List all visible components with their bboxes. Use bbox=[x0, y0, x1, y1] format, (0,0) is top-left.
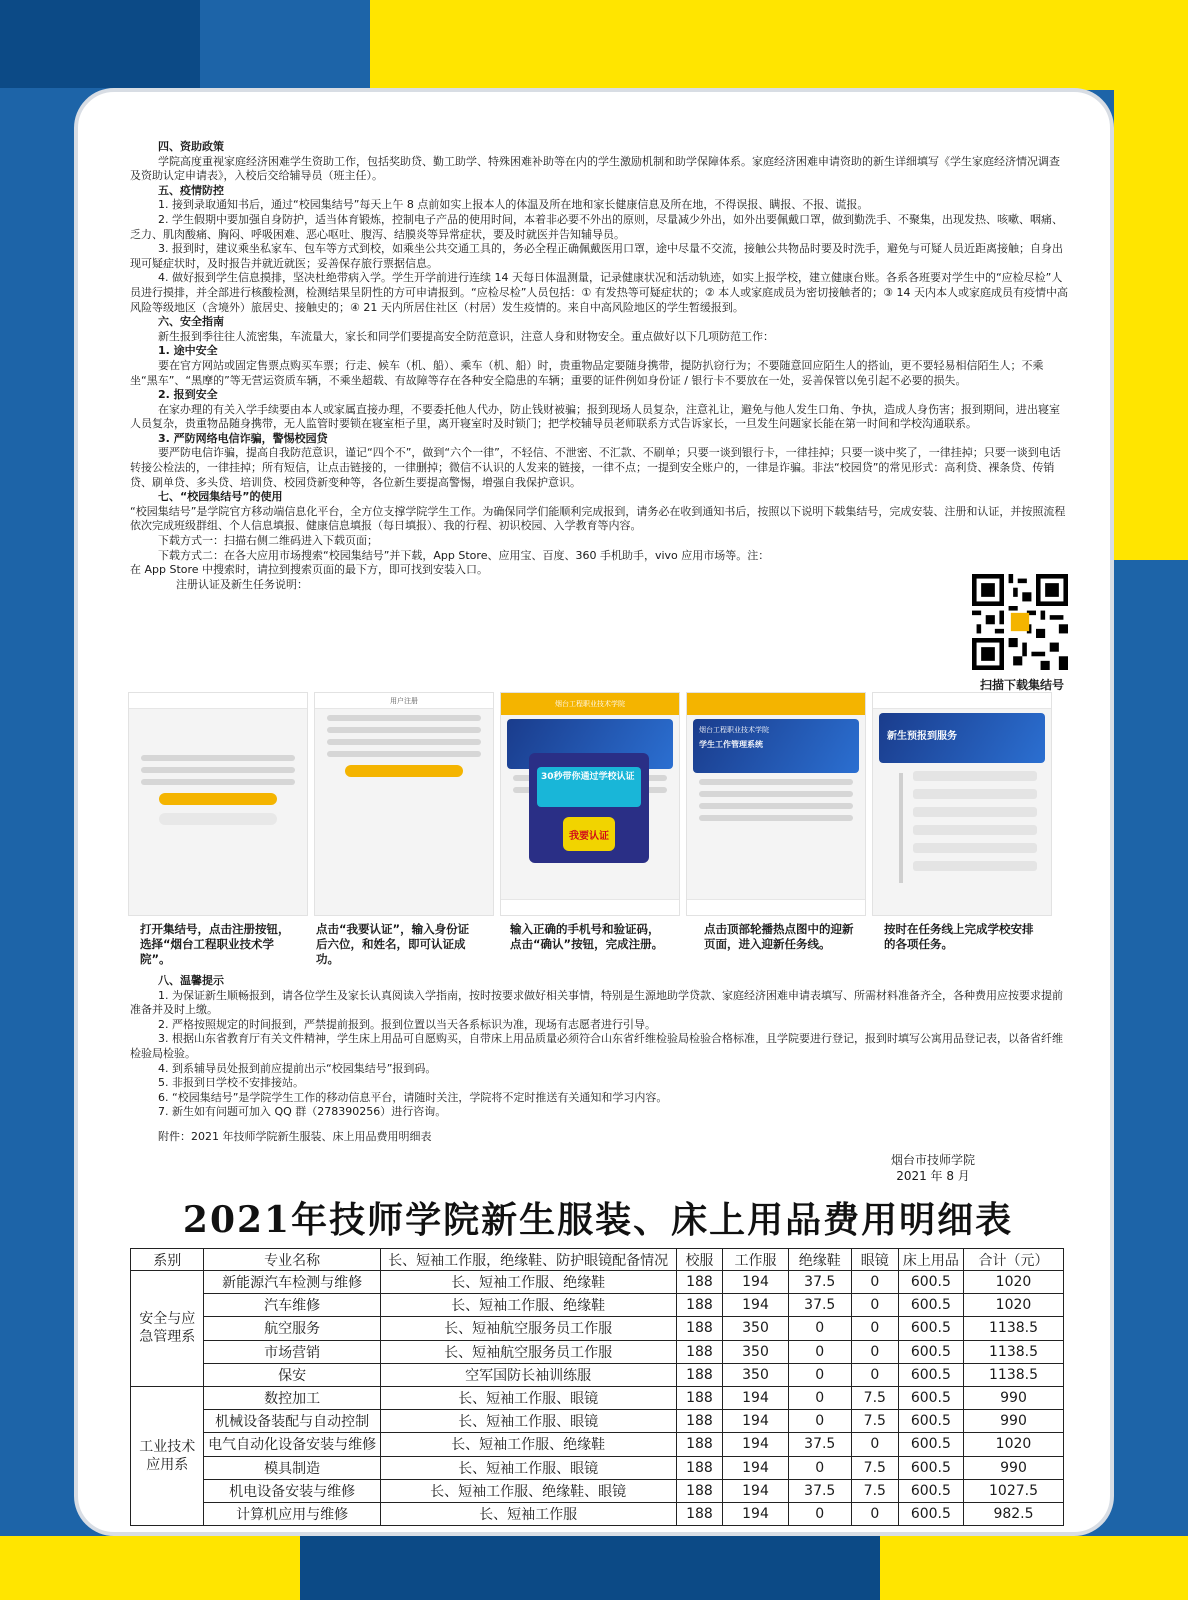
section-5-item-2: 2. 学生假期中要加强自身防护，适当体育锻炼，控制电子产品的使用时间，本着非必要不外出的原则，尽量减少外出，如外出要佩戴口罩，做到勤洗手、不聚集，出现发热、咳嗽、咽痛、乏力、肌肉酸痛、胸闷、呼吸困难、恶心呕吐、腹泻、结膜炎等异常症状，要及时就医并告知辅导员。 bbox=[130, 212, 1063, 241]
table-cell: 长、短袖工作服、绝缘鞋 bbox=[380, 1271, 676, 1294]
promo-text: 30秒带你通过学校认证 bbox=[537, 767, 641, 807]
table-cell: 188 bbox=[676, 1456, 723, 1479]
table-cell: 188 bbox=[676, 1479, 723, 1502]
table-row bbox=[131, 1271, 1064, 1294]
table-cell: 37.5 bbox=[788, 1271, 851, 1294]
table-cell: 电气自动化设备安装与维修 bbox=[204, 1433, 380, 1456]
header-bedding: 床上用品 bbox=[898, 1249, 963, 1271]
table-cell: 990 bbox=[964, 1456, 1064, 1479]
table-cell: 长、短袖工作服 bbox=[380, 1502, 676, 1525]
section-6-text-2: 在家办理的有关入学手续要由本人或家属直接办理，不要委托他人代办，防止钱财被骗；报到现场人员复杂，注意礼让，避免与他人发生口角、争执，造成人身伤害；报到期间，进出寝室人员复杂，贵重物品随身携带，无人监管时要锁在寝室柜子里，离开寝室时及时锁门；把学校辅导员老师联系方式告诉家长，一旦发生问题家长能在第一时间和学校沟通联系。 bbox=[130, 402, 1060, 431]
table-cell: 600.5 bbox=[898, 1271, 963, 1294]
home-title: 烟台工程职业技术学院 bbox=[501, 693, 679, 715]
screenshot-home bbox=[500, 692, 680, 916]
table-cell: 机械设备装配与自动控制 bbox=[204, 1410, 380, 1433]
signature-org: 烟台市技师学院 bbox=[890, 1153, 975, 1167]
signature-date: 2021 年 8 月 bbox=[896, 1169, 970, 1183]
table-row bbox=[131, 1502, 1064, 1525]
table-row bbox=[131, 1363, 1064, 1386]
table-cell: 188 bbox=[676, 1386, 723, 1409]
table-cell: 长、短袖工作服、绝缘鞋、眼镜 bbox=[380, 1479, 676, 1502]
table-cell: 600.5 bbox=[898, 1317, 963, 1340]
section-5-heading: 五、疫情防控 bbox=[158, 183, 224, 197]
download-method-1: 下载方式一：扫描右侧二维码进入下载页面； bbox=[158, 534, 378, 548]
bg-dark-top-left bbox=[0, 0, 200, 88]
tips-section bbox=[130, 974, 1070, 1145]
caption-step-1: 打开集结号，点击注册按钮，选择“烟台工程职业技术学院”。 bbox=[140, 922, 290, 966]
table-cell: 188 bbox=[676, 1340, 723, 1363]
download-method-2: 下载方式二：在各大应用市场搜索“校园集结号”并下载，App Store、应用宝、百度、360 手机助手，vivo 应用市场等。注： bbox=[158, 548, 770, 562]
table-cell: 600.5 bbox=[898, 1410, 963, 1433]
section-5-item-4: 4. 做好报到学生信息摸排，坚决杜绝带病入学。学生开学前进行连续 14 天每日体温测量，记录健康状况和活动轨迹，如实上报学校，建立健康台账。各系各班要对学生中的“应检尽检”人员进行摸排，并全部进行核酸检测，检测结果呈阴性的方可申请报到。“应检尽检”人员包括：① 有发热等可疑症状的；② 本人或家庭成员为密切接触者的；③ 14 天内本人或家庭成员有疫情中高风险等级地区（含境外）旅居史、接触史的；④ 21 天内所居住社区（村居）发生疫情的。来自中高风险地区的学生暂缓报到。 bbox=[130, 271, 1068, 314]
table-cell: 7.5 bbox=[851, 1479, 898, 1502]
fee-table bbox=[130, 1248, 1064, 1526]
bg-yellow-bottom-left bbox=[0, 1536, 300, 1600]
caption-step-4: 点击顶部轮播热点图中的迎新页面，进入迎新任务线。 bbox=[704, 922, 854, 951]
table-cell: 0 bbox=[788, 1502, 851, 1525]
section-5-item-3: 3. 报到时，建议乘坐私家车、包车等方式到校，如乘坐公共交通工具的，务必全程正确佩戴医用口罩，途中尽量不交流，接触公共物品时要及时洗手，避免与可疑人员近距离接触；自身出现可疑症状时，及时报告并就近就医；妥善保存旅行票据信息。 bbox=[130, 242, 1063, 270]
caption-step-5: 按时在任务线上完成学校安排的各项任务。 bbox=[884, 922, 1034, 951]
table-cell: 1138.5 bbox=[964, 1363, 1064, 1386]
section-6-text-3: 要严防电信诈骗，提高自我防范意识，谨记“四个不”，做到“六个一律”，不轻信、不泄密、不汇款、不刷单；只要一谈到银行卡，一律挂掉；只要一谈中奖了，一律挂掉；只要一谈到电话转接公检法的，一律挂掉；所有短信，让点击链接的，一律删掉；微信不认识的人发来的链接，一律不点；一提到安全账户的，一律是诈骗。非法“校园贷”的常见形式：高利贷、裸条贷、传销贷、刷单贷、多头贷、培训贷、校园贷新变种等，各位新生要提高警惕，增强自我保护意识。 bbox=[130, 446, 1061, 489]
table-cell: 350 bbox=[723, 1340, 788, 1363]
table-cell: 1020 bbox=[964, 1294, 1064, 1317]
register-button[interactable] bbox=[159, 813, 277, 825]
table-cell: 空军国防长袖训练服 bbox=[380, 1363, 676, 1386]
table-row bbox=[131, 1410, 1064, 1433]
table-cell: 194 bbox=[723, 1271, 788, 1294]
tip-7: 7. 新生如有问题可加入 QQ 群（278390256）进行咨询。 bbox=[158, 1105, 447, 1119]
table-cell: 600.5 bbox=[898, 1479, 963, 1502]
table-cell: 市场营销 bbox=[204, 1340, 380, 1363]
table-cell: 0 bbox=[788, 1340, 851, 1363]
table-cell: 汽车维修 bbox=[204, 1294, 380, 1317]
tip-1: 1. 为保证新生顺畅报到，请各位学生及家长认真阅读入学指南，按时按要求做好相关事情，特别是生源地助学贷款、家庭经济困难申请表填写、所需材料准备齐全，各种费用应按要求提前准备并及时上缴。 bbox=[130, 988, 1063, 1017]
section-6-sub-2: 2. 报到安全 bbox=[158, 388, 218, 402]
table-cell: 37.5 bbox=[788, 1294, 851, 1317]
section-4-text: 学院高度重视家庭经济困难学生资助工作，包括奖助贷、勤工助学、特殊困难补助等在内的学生激励机制和助学保障体系。家庭经济困难申请资助的新生详细填写《学生家庭经济情况调查及资助认定申请表》，入校后交给辅导员（班主任）。 bbox=[130, 154, 1060, 183]
table-cell: 模具制造 bbox=[204, 1456, 380, 1479]
table-cell: 188 bbox=[676, 1317, 723, 1340]
table-cell: 37.5 bbox=[788, 1433, 851, 1456]
table-cell: 37.5 bbox=[788, 1479, 851, 1502]
register-intro: 注册认证及新生任务说明： bbox=[176, 577, 308, 591]
table-cell: 0 bbox=[851, 1340, 898, 1363]
table-cell: 188 bbox=[676, 1433, 723, 1456]
tip-2: 2. 严格按照规定的时间报到，严禁提前报到。报到位置以当天各系标识为准，现场有志愿者进行引导。 bbox=[158, 1017, 656, 1031]
guide-text bbox=[130, 140, 1070, 592]
table-cell: 600.5 bbox=[898, 1456, 963, 1479]
banner-hot[interactable] bbox=[693, 719, 859, 773]
section-6-heading: 六、安全指南 bbox=[158, 315, 224, 329]
verify-promo[interactable] bbox=[529, 753, 649, 863]
table-cell: 990 bbox=[964, 1386, 1064, 1409]
table-row bbox=[131, 1456, 1064, 1479]
table-cell: 1138.5 bbox=[964, 1340, 1064, 1363]
section-6-sub-1: 1. 途中安全 bbox=[158, 344, 218, 358]
table-cell: 194 bbox=[723, 1433, 788, 1456]
header-dept: 系别 bbox=[131, 1249, 204, 1271]
table-row bbox=[131, 1433, 1064, 1456]
header-workwear: 工作服 bbox=[723, 1249, 788, 1271]
download-method-2-note: 在 App Store 中搜索时，请拉到搜索页面的最下方，即可找到安装入口。 bbox=[130, 563, 489, 577]
dept-cell: 工业技术应用系 bbox=[131, 1386, 204, 1525]
screenshot-banner bbox=[686, 692, 866, 916]
table-cell: 600.5 bbox=[898, 1386, 963, 1409]
table-cell: 0 bbox=[851, 1294, 898, 1317]
table-cell: 长、短袖航空服务员工作服 bbox=[380, 1317, 676, 1340]
attachment-note: 附件：2021 年技师学院新生服装、床上用品费用明细表 bbox=[158, 1129, 432, 1143]
table-cell: 1138.5 bbox=[964, 1317, 1064, 1340]
signature bbox=[868, 1152, 998, 1184]
banner-subtitle: 学生工作管理系统 bbox=[699, 740, 763, 749]
table-cell: 长、短袖工作服、眼镜 bbox=[380, 1410, 676, 1433]
section-8-heading: 八、温馨提示 bbox=[158, 974, 224, 987]
section-6-intro: 新生报到季往往人流密集，车流量大，家长和同学们要提高安全防范意识，注意人身和财物安全。重点做好以下几项防范工作： bbox=[158, 329, 774, 343]
table-cell: 长、短袖工作服、眼镜 bbox=[380, 1386, 676, 1409]
table-cell: 188 bbox=[676, 1363, 723, 1386]
caption-step-2: 点击“我要认证”，输入身份证后六位，和姓名，即可认证成功。 bbox=[316, 922, 470, 966]
table-cell: 长、短袖工作服、眼镜 bbox=[380, 1456, 676, 1479]
bg-yellow-bottom-right bbox=[880, 1536, 1188, 1600]
table-cell: 7.5 bbox=[851, 1386, 898, 1409]
table-cell: 长、短袖工作服、绝缘鞋 bbox=[380, 1294, 676, 1317]
table-cell: 982.5 bbox=[964, 1502, 1064, 1525]
confirm-button[interactable] bbox=[345, 765, 463, 777]
table-cell: 188 bbox=[676, 1271, 723, 1294]
table-cell: 188 bbox=[676, 1410, 723, 1433]
table-cell: 194 bbox=[723, 1294, 788, 1317]
header-glasses: 眼镜 bbox=[851, 1249, 898, 1271]
table-cell: 194 bbox=[723, 1456, 788, 1479]
table-cell: 0 bbox=[851, 1502, 898, 1525]
table-cell: 长、短袖航空服务员工作服 bbox=[380, 1340, 676, 1363]
screenshot-login bbox=[128, 692, 308, 916]
bg-yellow-right bbox=[1114, 0, 1188, 560]
table-cell: 194 bbox=[723, 1410, 788, 1433]
table-cell: 0 bbox=[788, 1317, 851, 1340]
table-cell: 0 bbox=[788, 1386, 851, 1409]
section-5-item-1: 1. 接到录取通知书后，通过“校园集结号”每天上午 8 点前如实上报本人的体温及所在地和家长健康信息及所在地，不得误报、瞒报、不报、谎报。 bbox=[158, 198, 869, 212]
table-cell: 1027.5 bbox=[964, 1479, 1064, 1502]
table-cell: 600.5 bbox=[898, 1340, 963, 1363]
table-cell: 长、短袖工作服、绝缘鞋 bbox=[380, 1433, 676, 1456]
header-total: 合计（元） bbox=[964, 1249, 1064, 1271]
header-major: 专业名称 bbox=[204, 1249, 380, 1271]
task-banner-title: 新生预报到服务 bbox=[887, 731, 957, 742]
table-cell: 航空服务 bbox=[204, 1317, 380, 1340]
table-cell: 机电设备安装与维修 bbox=[204, 1479, 380, 1502]
header-equipment: 长、短袖工作服，绝缘鞋、防护眼镜配备情况 bbox=[380, 1249, 676, 1271]
table-cell: 7.5 bbox=[851, 1410, 898, 1433]
task-timeline bbox=[899, 773, 903, 883]
table-row bbox=[131, 1294, 1064, 1317]
table-header-row bbox=[131, 1249, 1064, 1271]
section-7-text: “校园集结号”是学院官方移动端信息化平台，全方位支撑学院学生工作。为确保同学们能顺利完成报到，请务必在收到通知书后，按照以下说明下载集结号，完成安装、注册和认证，并按照流程依次完成班级群组、个人信息填报、健康信息填报（每日填报）、我的行程、初识校园、入学教育等内容。 bbox=[130, 504, 1066, 533]
table-row bbox=[131, 1386, 1064, 1409]
bg-yellow-top bbox=[370, 0, 1188, 90]
caption-step-3: 输入正确的手机号和验证码，点击“确认”按钮，完成注册。 bbox=[510, 922, 664, 951]
tip-5: 5. 非报到日学校不安排接站。 bbox=[158, 1076, 304, 1090]
header-uniform: 校服 bbox=[676, 1249, 723, 1271]
table-cell: 600.5 bbox=[898, 1294, 963, 1317]
dept-cell: 安全与应急管理系 bbox=[131, 1271, 204, 1387]
table-cell: 0 bbox=[851, 1433, 898, 1456]
screenshot-register bbox=[314, 692, 494, 916]
section-6-text-1: 要在官方网站或固定售票点购买车票；行走、候车（机、船）、乘车（机、船）时，贵重物品定要随身携带，提防扒窃行为；不要随意回应陌生人的搭讪，更不要轻易相信陌生人；不乘坐“黑车”、“黑摩的”等无营运资质车辆，不乘坐超载、有故障等存在各种安全隐患的车辆；重要的证件例如身份证 / 银行卡不要放在一处，妥善保管以免引起不必要的损失。 bbox=[130, 358, 1044, 387]
table-row bbox=[131, 1340, 1064, 1363]
table-cell: 0 bbox=[851, 1363, 898, 1386]
bg-dark-bottom bbox=[300, 1536, 880, 1600]
table-cell: 0 bbox=[851, 1271, 898, 1294]
table-cell: 0 bbox=[788, 1456, 851, 1479]
table-cell: 188 bbox=[676, 1502, 723, 1525]
table-cell: 新能源汽车检测与维修 bbox=[204, 1271, 380, 1294]
table-cell: 350 bbox=[723, 1317, 788, 1340]
banner-title: 烟台工程职业技术学院 bbox=[699, 726, 769, 734]
table-cell: 0 bbox=[788, 1363, 851, 1386]
table-cell: 194 bbox=[723, 1386, 788, 1409]
table-cell: 保安 bbox=[204, 1363, 380, 1386]
tip-4: 4. 到系辅导员处报到前应提前出示“校园集结号”报到码。 bbox=[158, 1061, 437, 1075]
table-cell: 990 bbox=[964, 1410, 1064, 1433]
tip-6: 6. “校园集结号”是学院学生工作的移动信息平台，请随时关注，学院将不定时推送有关通知和学习内容。 bbox=[158, 1090, 668, 1104]
qr-caption: 扫描下载集结号 bbox=[979, 678, 1064, 692]
table-cell: 1020 bbox=[964, 1271, 1064, 1294]
fee-table-title: 2021年技师学院新生服装、床上用品费用明细表 bbox=[182, 1199, 1014, 1241]
document-card bbox=[74, 88, 1114, 1536]
table-cell: 350 bbox=[723, 1363, 788, 1386]
table-cell: 194 bbox=[723, 1479, 788, 1502]
table-cell: 0 bbox=[788, 1410, 851, 1433]
section-6-sub-3: 3. 严防网络电信诈骗，警惕校园贷 bbox=[158, 431, 328, 445]
status-bar bbox=[129, 693, 307, 709]
table-cell: 1020 bbox=[964, 1433, 1064, 1456]
screenshot-tasks bbox=[872, 692, 1052, 916]
table-cell: 600.5 bbox=[898, 1502, 963, 1525]
table-cell: 600.5 bbox=[898, 1433, 963, 1456]
table-cell: 194 bbox=[723, 1502, 788, 1525]
section-7-heading: 七、“校园集结号”的使用 bbox=[158, 490, 283, 504]
table-cell: 188 bbox=[676, 1294, 723, 1317]
verify-button[interactable]: 我要认证 bbox=[563, 817, 615, 851]
table-cell: 计算机应用与维修 bbox=[204, 1502, 380, 1525]
app-screenshots bbox=[128, 692, 1068, 922]
table-cell: 0 bbox=[851, 1317, 898, 1340]
header-shoes: 绝缘鞋 bbox=[788, 1249, 851, 1271]
qr-code[interactable] bbox=[972, 574, 1068, 670]
register-title: 用户注册 bbox=[315, 693, 493, 709]
section-4-heading: 四、资助政策 bbox=[158, 140, 224, 153]
table-cell: 600.5 bbox=[898, 1363, 963, 1386]
bottom-nav bbox=[687, 899, 865, 915]
tip-3: 3. 根据山东省教育厅有关文件精神，学生床上用品可自愿购买，自带床上用品质量必须符合山东省纤维检验局检验合格标准，且学院要进行登记，报到时填写公寓用品登记表，以备省纤维检验局检验。 bbox=[130, 1032, 1063, 1060]
fee-table-body bbox=[131, 1271, 1064, 1526]
task-banner bbox=[879, 713, 1045, 763]
table-cell: 数控加工 bbox=[204, 1386, 380, 1409]
login-button[interactable] bbox=[159, 793, 277, 805]
table-row bbox=[131, 1479, 1064, 1502]
bottom-nav bbox=[501, 899, 679, 915]
table-cell: 7.5 bbox=[851, 1456, 898, 1479]
table-row bbox=[131, 1317, 1064, 1340]
